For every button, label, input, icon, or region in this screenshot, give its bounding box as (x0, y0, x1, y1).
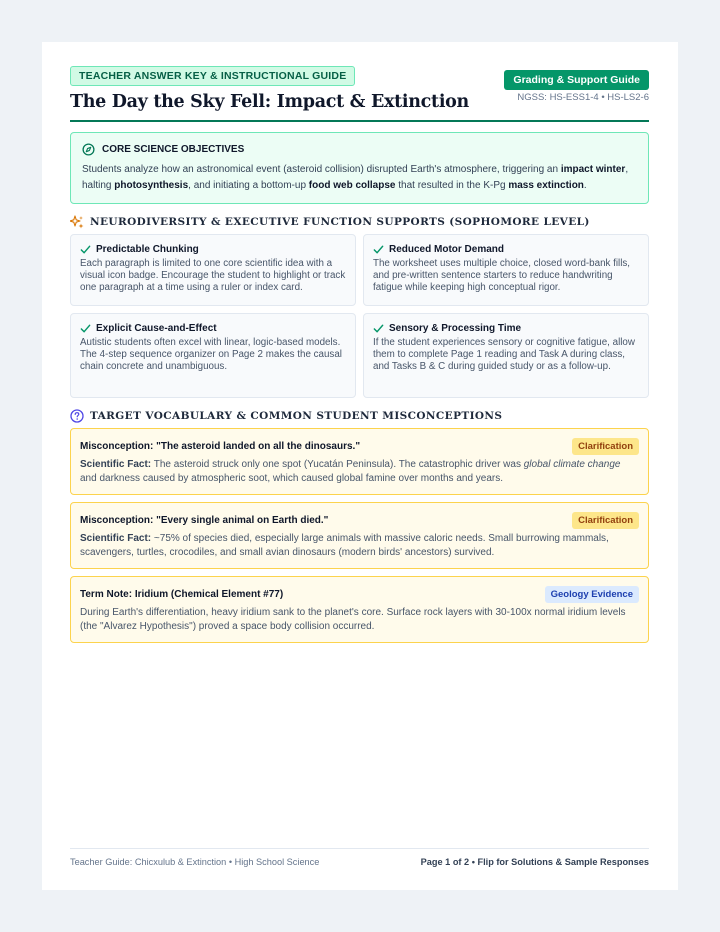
term-note-title: Term Note: Iridium (Chemical Element #77) (80, 589, 284, 600)
geology-evidence-tag: Geology Evidence (545, 586, 639, 603)
support-card-text: If the student experiences sensory or cognitive fatigue, allow them to complete Page 1 reading and Task A during class, and Tasks B & C during guided study or as a follow-up. (373, 337, 635, 372)
vocab-section-title: TARGET VOCABULARY & COMMON STUDENT MISCONCEPTIONS (70, 409, 502, 423)
support-card-title: Sensory & Processing Time (389, 323, 522, 334)
objectives-box (70, 132, 649, 204)
term-food-web-collapse: food web collapse (308, 179, 396, 191)
support-card-text: The worksheet uses multiple choice, closed word-bank fills, and pre-written sentence starters to reduce handwriting fatigue while keeping high conceptual rigor. (373, 258, 631, 293)
misconception-text: Scientific Fact: ~75% of species died, especially large animals with massive caloric needs. Small burrowing mammals, scavengers, turtles, crocodiles, and small avian dinosaurs (modern birds' ancestors) survived. (80, 533, 609, 558)
objectives-heading: CORE SCIENCE OBJECTIVES (102, 144, 245, 155)
clarification-tag: Clarification (572, 512, 639, 529)
term-photosynthesis: photosynthesis (114, 179, 189, 191)
misconception-card (70, 428, 649, 495)
support-card-text: Each paragraph is limited to one core scientific idea with a visual icon badge. Encourage the student to highlight or track one paragraph at a time using a ruler or index card. (80, 258, 346, 293)
support-card-title: Explicit Cause-and-Effect (96, 323, 217, 334)
support-card (363, 313, 649, 398)
question-circle-icon (70, 409, 84, 423)
page-title: The Day the Sky Fell: Impact & Extinction (70, 92, 469, 112)
check-icon (373, 244, 384, 255)
term-impact-winter: impact winter (560, 164, 626, 175)
sparkle-icon (70, 215, 84, 229)
term-note-text: During Earth's differentiation, heavy iridium sank to the planet's core. Surface rock layers with 30-100x normal iridium levels (the "Alvarez Hypothesis") proved a space body collision occurred. (80, 607, 626, 632)
worksheet-page (42, 42, 678, 890)
grading-guide-badge: Grading & Support Guide (504, 70, 649, 90)
check-icon (373, 323, 384, 334)
misconception-title: Misconception: "The asteroid landed on all the dinosaurs." (80, 441, 361, 452)
footer-divider (70, 848, 649, 849)
support-card (363, 234, 649, 306)
support-card (70, 313, 356, 398)
objectives-text: Students analyze how an astronomical event (asteroid collision) disrupted Earth's atmosphere, triggering an impact winter, halting photosynthesis, and initiating a bottom-up food web collapse that resulted in the K-Pg mass extinction. (82, 164, 629, 191)
footer-page-number: Page 1 of 2 • Flip for Solutions & Sample Responses (420, 857, 649, 867)
misconception-card (70, 502, 649, 569)
misconception-title: Misconception: "Every single animal on Earth died." (80, 515, 329, 526)
header-divider (70, 120, 649, 122)
clarification-tag: Clarification (572, 438, 639, 455)
answer-key-badge: TEACHER ANSWER KEY & INSTRUCTIONAL GUIDE (70, 66, 355, 86)
misconception-text: Scientific Fact: The asteroid struck only one spot (Yucatán Peninsula). The catastrophic driver was global climate change and darkness caused by atmospheric soot, which caused global famine over months and years. (80, 459, 621, 484)
term-mass-extinction: mass extinction (508, 179, 584, 191)
support-card-text: Autistic students often excel with linear, logic-based models. The 4-step sequence organizer on Page 2 makes the causal chain concrete and unambiguous. (80, 337, 342, 372)
support-card (70, 234, 356, 306)
supports-section-title: NEURODIVERSITY & EXECUTIVE FUNCTION SUPPORTS (SOPHOMORE LEVEL) (70, 215, 590, 229)
footer-guide-name: Teacher Guide: Chicxulub & Extinction • High School Science (70, 857, 320, 867)
check-icon (80, 323, 91, 334)
support-card-title: Predictable Chunking (96, 244, 199, 255)
compass-icon (82, 143, 95, 156)
check-icon (80, 244, 91, 255)
term-note-card (70, 576, 649, 643)
ngss-standards: NGSS: HS-ESS1-4 • HS-LS2-6 (517, 92, 649, 103)
support-card-title: Reduced Motor Demand (389, 244, 505, 255)
